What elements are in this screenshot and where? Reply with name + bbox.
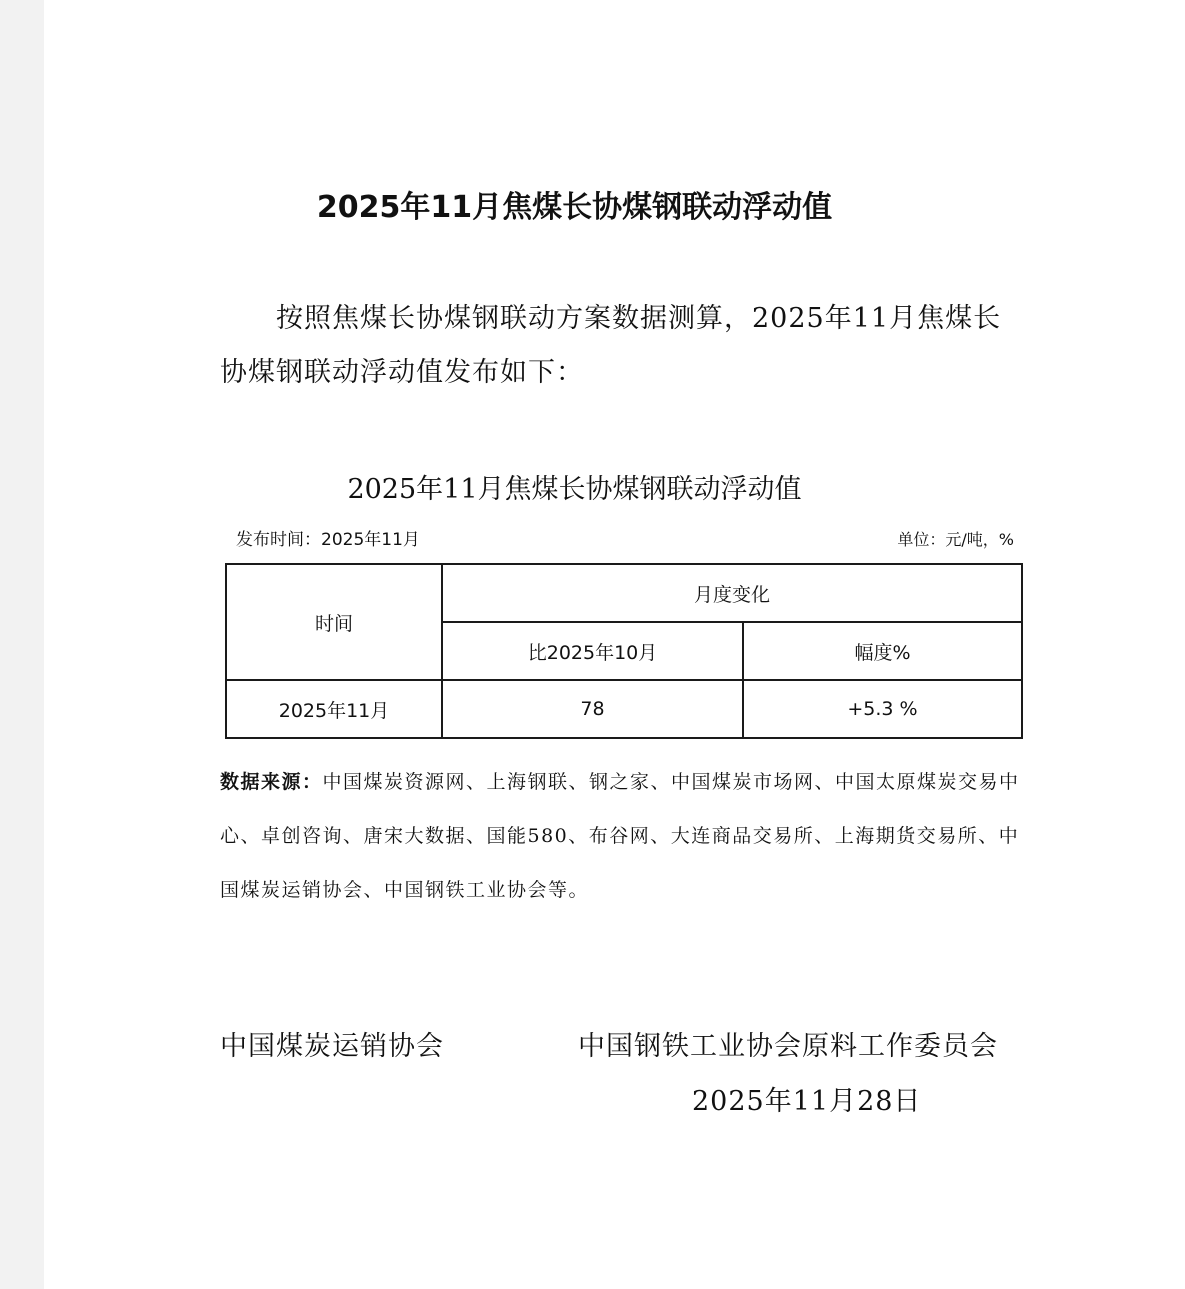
- floating-value-table: [225, 563, 1023, 739]
- header-monthly-change: 月度变化: [442, 564, 1022, 622]
- unit-label: 单位：元/吨，%: [897, 530, 1014, 549]
- header-time: 时间: [226, 564, 442, 680]
- header-range: 幅度%: [743, 622, 1022, 680]
- table-row: [226, 680, 1022, 738]
- data-source-label: 数据来源：: [220, 771, 323, 793]
- signature-left: 中国煤炭运销协会: [220, 1031, 444, 1062]
- signature-date: 2025年11月28日: [692, 1086, 922, 1117]
- publish-time: 发布时间：2025年11月: [236, 530, 420, 550]
- header-compare: 比2025年10月: [442, 622, 743, 680]
- cell-compare: 78: [442, 680, 743, 738]
- cell-range: +5.3 %: [743, 680, 1022, 738]
- document-page: [44, 0, 1185, 1289]
- signature-right: 中国钢铁工业协会原料工作委员会: [578, 1031, 998, 1062]
- document-title: 2025年11月焦煤长协煤钢联动浮动值: [316, 190, 833, 225]
- table-title: 2025年11月焦煤长协煤钢联动浮动值: [347, 474, 802, 505]
- cell-time: 2025年11月: [226, 680, 442, 738]
- data-source-text: 中国煤炭资源网、上海钢联、钢之家、中国煤炭市场网、中国太原煤炭交易中心、卓创咨询、唐宋大数据、国能580、布谷网、大连商品交易所、上海期货交易所、中国煤炭运销协会、中国钢铁工业协会等。: [220, 771, 1020, 901]
- intro-paragraph: 按照焦煤长协煤钢联动方案数据测算，2025年11月焦煤长协煤钢联动浮动值发布如下：: [220, 303, 1002, 388]
- data-source: [220, 755, 1022, 917]
